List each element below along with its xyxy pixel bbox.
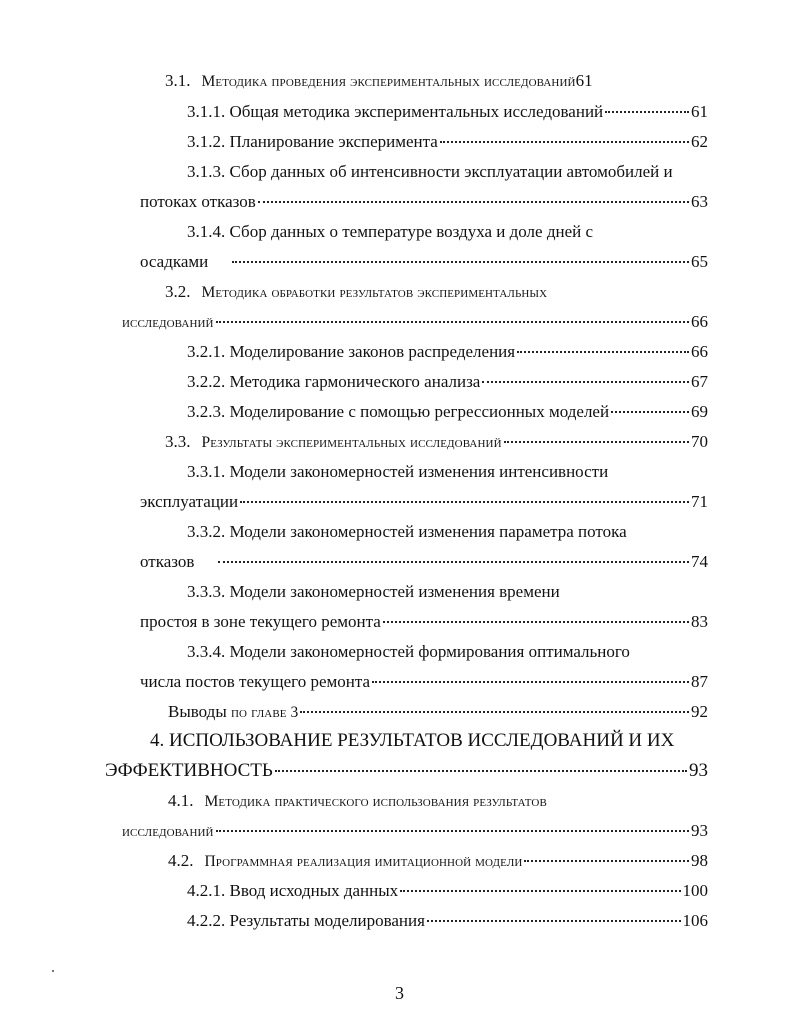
toc-title: отказов <box>140 552 195 571</box>
dot-leader <box>216 830 689 832</box>
toc-page-number: 66 <box>691 312 708 331</box>
toc-page-number: 61 <box>691 102 708 121</box>
toc-entry-3-3[interactable] <box>165 431 708 454</box>
toc-title-suffix: по главе 3 <box>231 704 299 721</box>
page-footer-number: 3 <box>395 983 404 1003</box>
toc-title: 3.1.1. Общая методика экспериментальных исследований <box>187 102 604 121</box>
toc-entry-3-1-3-line1[interactable] <box>187 161 673 183</box>
toc-title: 3.2.2. Методика гармонического анализа <box>187 372 481 391</box>
dot-leader <box>440 141 689 143</box>
toc-entry-3-2-line2[interactable] <box>122 311 708 334</box>
toc-number: 3.1. <box>165 71 191 90</box>
dot-leader <box>482 381 689 383</box>
toc-title: Программная реализация имитационной модели <box>204 853 523 870</box>
toc-title: 3.3.2. Модели закономерностей изменения параметра потока <box>187 522 627 541</box>
toc-title: исследований <box>122 314 214 331</box>
dot-leader <box>240 501 689 503</box>
toc-entry-3-2-2[interactable] <box>187 371 708 393</box>
toc-page-number: 61 <box>575 71 593 90</box>
toc-page-number: 70 <box>691 432 708 451</box>
toc-page-number: 71 <box>691 492 708 511</box>
toc-page-number: 93 <box>691 821 708 840</box>
toc-title: Методика обработки результатов экспериментальных <box>201 284 548 301</box>
dot-leader <box>605 111 689 113</box>
toc-entry-4-2-1[interactable] <box>187 880 708 902</box>
toc-page-number: 93 <box>689 760 708 781</box>
toc-chapter-title: 4. ИСПОЛЬЗОВАНИЕ РЕЗУЛЬТАТОВ ИССЛЕДОВАНИЙ И ИХ <box>150 730 675 751</box>
toc-title: потоках отказов <box>140 192 256 211</box>
toc-entry-4-2[interactable] <box>168 850 708 873</box>
dot-leader <box>524 860 689 862</box>
dot-leader <box>275 770 687 772</box>
toc-title: 4.2.2. Результаты моделирования <box>187 911 425 930</box>
toc-page-number: 98 <box>691 851 708 870</box>
toc-title: 4.2.1. Ввод исходных данных <box>187 881 399 900</box>
toc-entry-3-3-1-line2[interactable] <box>140 491 708 513</box>
toc-entry-4-2-2[interactable] <box>187 910 708 932</box>
dot-leader <box>611 411 689 413</box>
toc-page-number: 74 <box>691 552 708 571</box>
toc-title: Методика практического использования результатов <box>204 793 547 810</box>
dot-leader <box>218 561 689 563</box>
toc-entry-3-1-4-line1[interactable] <box>187 221 593 243</box>
toc-page-number: 65 <box>691 252 708 271</box>
toc-title: 3.3.1. Модели закономерностей изменения интенсивности <box>187 462 609 481</box>
toc-title: исследований <box>122 823 214 840</box>
toc-entry-chapter-4-line2[interactable] <box>105 760 708 782</box>
toc-entry-3-3-2-line2[interactable] <box>140 551 708 573</box>
toc-number: 4.2. <box>168 851 194 870</box>
toc-title: числа постов текущего ремонта <box>140 672 371 691</box>
toc-entry-4-1-line1[interactable] <box>168 790 547 813</box>
dot-leader <box>300 711 689 713</box>
toc-number: 3.3. <box>165 432 191 451</box>
toc-entry-3-1-3-line2[interactable] <box>140 191 708 213</box>
toc-title: Выводы <box>168 702 227 721</box>
toc-entry-3-3-3-line1[interactable] <box>187 581 560 603</box>
toc-title: 3.3.4. Модели закономерностей формирования оптимального <box>187 642 630 661</box>
dot-leader <box>383 621 689 623</box>
toc-entry-3-1-1[interactable] <box>187 101 708 123</box>
toc-entry-3-1-4-line2[interactable] <box>140 251 708 273</box>
toc-number: 3.2. <box>165 282 191 301</box>
dot-leader <box>372 681 689 683</box>
toc-title: 3.1.4. Сбор данных о температуре воздуха и доле дней с <box>187 222 594 241</box>
toc-entry-conclusions-3[interactable] <box>168 701 708 724</box>
toc-title: Методика проведения экспериментальных исследований <box>201 73 576 90</box>
toc-title: 3.3.3. Модели закономерностей изменения времени <box>187 582 560 601</box>
toc-entry-3-3-4-line2[interactable] <box>140 671 708 693</box>
dot-leader <box>258 201 689 203</box>
toc-chapter-title: ЭФФЕКТИВНОСТЬ <box>105 760 273 781</box>
toc-entry-chapter-4-line1[interactable] <box>150 730 674 752</box>
toc-title: 3.2.1. Моделирование законов распределения <box>187 342 516 361</box>
toc-entry-3-3-3-line2[interactable] <box>140 611 708 633</box>
scan-speck <box>52 970 54 972</box>
dot-leader <box>504 441 689 443</box>
toc-number: 4.1. <box>168 791 194 810</box>
toc-entry-4-1-line2[interactable] <box>122 820 708 843</box>
toc-entry-3-3-1-line1[interactable] <box>187 461 608 483</box>
dot-leader <box>427 920 681 922</box>
toc-entry-3-1[interactable] <box>165 70 708 93</box>
toc-page-number: 66 <box>691 342 708 361</box>
toc-entry-3-3-2-line1[interactable] <box>187 521 627 543</box>
toc-title: 3.1.2. Планирование эксперимента <box>187 132 438 151</box>
toc-page-number: 83 <box>691 612 708 631</box>
toc-title: Результаты экспериментальных исследований <box>201 434 502 451</box>
dot-leader <box>232 261 689 263</box>
toc-page-number: 87 <box>691 672 708 691</box>
toc-title: эксплуатации <box>140 492 239 511</box>
dot-leader <box>517 351 689 353</box>
toc-page-number: 100 <box>682 881 708 900</box>
toc-page-number: 106 <box>682 911 708 930</box>
toc-title: 3.1.3. Сбор данных об интенсивности эксплуатации автомобилей и <box>187 162 673 181</box>
toc-entry-3-1-2[interactable] <box>187 131 708 153</box>
toc-entry-3-3-4-line1[interactable] <box>187 641 630 663</box>
dot-leader <box>216 321 689 323</box>
toc-page-number: 63 <box>691 192 708 211</box>
dot-leader <box>400 890 680 892</box>
toc-page-number: 67 <box>691 372 708 391</box>
toc-title: осадками <box>140 252 209 271</box>
toc-page-number: 62 <box>691 132 708 151</box>
toc-title: простоя в зоне текущего ремонта <box>140 612 381 631</box>
toc-entry-3-2-line1[interactable] <box>165 281 547 304</box>
toc-page-number: 69 <box>691 402 708 421</box>
toc-entry-3-2-1[interactable] <box>187 341 708 363</box>
toc-entry-3-2-3[interactable] <box>187 401 708 423</box>
toc-page-number: 92 <box>691 702 708 721</box>
toc-title: 3.2.3. Моделирование с помощью регрессионных моделей <box>187 402 610 421</box>
